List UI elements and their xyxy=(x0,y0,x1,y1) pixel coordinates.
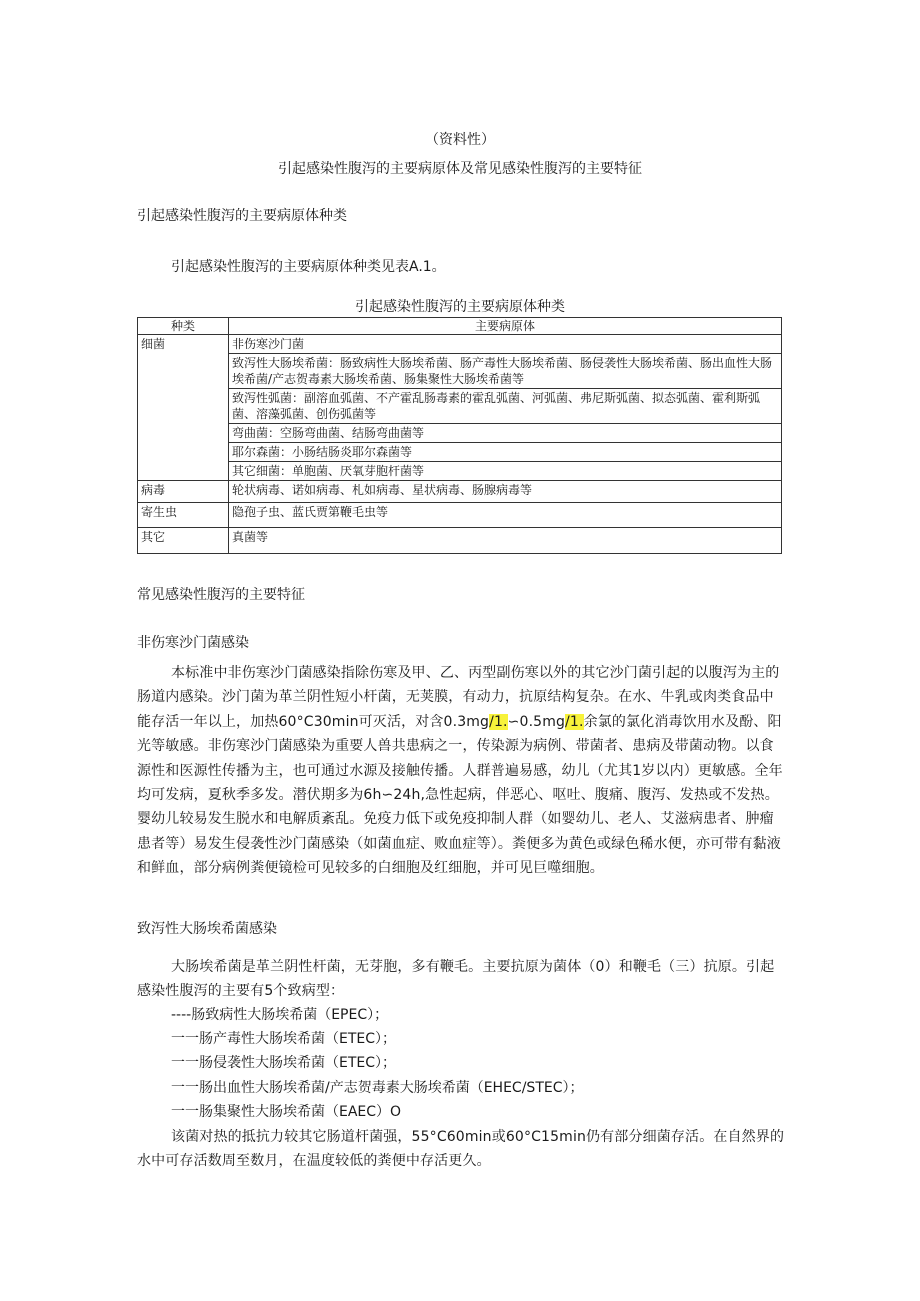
table-header-pathogens: 主要病原体 xyxy=(229,318,782,335)
salmonella-text-part1: 本标准中非伤寒沙门菌感染指除伤寒及甲、乙、丙型副伤寒以外的其它沙门菌引起的以腹泻为主的肠道内感染。沙门菌为革兰阴性短小杆菌，无荚膜，有动力，抗原结构复杂。在水、牛乳或肉类食品中能存活一年以上，加热60°C30min可灭活，对含0.3mg xyxy=(137,665,780,730)
table-row xyxy=(138,424,782,443)
table-cell-category: 其它 xyxy=(138,528,229,554)
table-row xyxy=(138,528,782,554)
list-item: 一一肠产毒性大肠埃希菌（ETEC）； xyxy=(171,1031,397,1047)
table-cell-pathogen: 致泻性弧菌：副溶血弧菌、不产霍乱肠毒素的霍乱弧菌、河弧菌、弗尼斯弧菌、拟态弧菌、霍利斯弧菌、溶藻弧菌、创伤弧菌等 xyxy=(229,389,782,424)
ecoli-intro-paragraph: 大肠埃希菌是革兰阴性杆菌，无芽胞，多有鞭毛。主要抗原为菌体（0）和鞭毛（三）抗原。引起感染性腹泻的主要有5个致病型： xyxy=(137,959,775,1000)
list-item: 一一肠侵袭性大肠埃希菌（ETEC）； xyxy=(171,1055,397,1071)
table-row xyxy=(138,462,782,481)
table-cell-pathogen: 致泻性大肠埃希菌：肠致病性大肠埃希菌、肠产毒性大肠埃希菌、肠侵袭性大肠埃希菌、肠出血性大肠埃希菌/产志贺毒素大肠埃希菌、肠集聚性大肠埃希菌等 xyxy=(229,354,782,389)
highlight-unit-2: /1. xyxy=(565,713,584,730)
list-item: 一一肠出血性大肠埃希菌/产志贺毒素大肠埃希菌（EHEC/STEC）； xyxy=(171,1080,584,1096)
table-intro-text: 引起感染性腹泻的主要病原体种类见表A.1。 xyxy=(171,259,446,275)
table-cell-category: 病毒 xyxy=(138,481,229,503)
salmonella-text-part3: 余氯的氯化消毒饮用水及酚、阳光等敏感。非伤寒沙门菌感染为重要人兽共患病之一，传染源为病例、带菌者、患病及带菌动物。以食源性和医源性传播为主，也可通过水源及接触传播。人群普遍易感，幼儿（尤其1岁以内）更敏感。全年均可发病，夏秋季多发。潜伏期多为6h∽24h,急性起病，伴恶心、呕吐、腹痛、腹泻、发热或不发热。婴幼儿较易发生脱水和电解质紊乱。免疫力低下或免疫抑制人群（如婴幼儿、老人、艾滋病患者、肿瘤患者等）易发生侵袭性沙门菌感染（如菌血症、败血症等）。粪便多为黄色或绿色稀水便，亦可带有黏液和鲜血，部分病例粪便镜检可见较多的白细胞及红细胞，并可见巨噬细胞。 xyxy=(137,713,783,877)
list-item: 一一肠集聚性大肠埃希菌（EAEC）O xyxy=(171,1104,402,1120)
table-header-category: 种类 xyxy=(138,318,229,335)
appendix-type: （资料性） xyxy=(425,132,495,148)
table-cell-pathogen: 耶尔森菌：小肠结肠炎耶尔森菌等 xyxy=(229,443,782,462)
ecoli-closing-paragraph: 该菌对热的抵抗力较其它肠道杆菌强，55°C60min或60°C15min仍有部分细菌存活。在自然界的水中可存活数周至数月，在温度较低的粪便中存活更久。 xyxy=(137,1129,785,1170)
table-row xyxy=(138,503,782,528)
table-caption: 引起感染性腹泻的主要病原体种类 xyxy=(355,299,565,315)
table-cell-pathogen: 弯曲菌：空肠弯曲菌、结肠弯曲菌等 xyxy=(229,424,782,443)
section-heading-pathogen-types: 引起感染性腹泻的主要病原体种类 xyxy=(137,208,347,224)
table-cell-pathogen: 其它细菌：单胞菌、厌氧芽胞杆菌等 xyxy=(229,462,782,481)
table-cell-category: 寄生虫 xyxy=(138,503,229,528)
table-row xyxy=(138,354,782,389)
highlight-unit-1: /1. xyxy=(489,713,508,730)
pathogen-table xyxy=(137,317,782,554)
appendix-title: 引起感染性腹泻的主要病原体及常见感染性腹泻的主要特征 xyxy=(278,161,642,177)
table-cell-pathogen: 隐孢子虫、蓝氏贾第鞭毛虫等 xyxy=(229,503,782,528)
table-row xyxy=(138,389,782,424)
section-heading-features: 常见感染性腹泻的主要特征 xyxy=(137,587,305,603)
table-header-row xyxy=(138,318,782,335)
subsection-heading-ecoli: 致泻性大肠埃希菌感染 xyxy=(137,921,277,937)
table-cell-category: 细菌 xyxy=(138,335,229,481)
table-row xyxy=(138,481,782,503)
table-cell-pathogen: 真菌等 xyxy=(229,528,782,554)
salmonella-text-part2: ∽0.5mg xyxy=(507,713,566,730)
table-cell-pathogen: 非伤寒沙门菌 xyxy=(229,335,782,354)
salmonella-paragraph xyxy=(137,661,785,881)
list-item: ----肠致病性大肠埃希菌（EPEC）； xyxy=(171,1007,389,1023)
table-cell-pathogen: 轮状病毒、诺如病毒、札如病毒、星状病毒、肠腺病毒等 xyxy=(229,481,782,503)
table-row xyxy=(138,335,782,354)
table-row xyxy=(138,443,782,462)
subsection-heading-salmonella: 非伤寒沙门菌感染 xyxy=(137,635,249,651)
